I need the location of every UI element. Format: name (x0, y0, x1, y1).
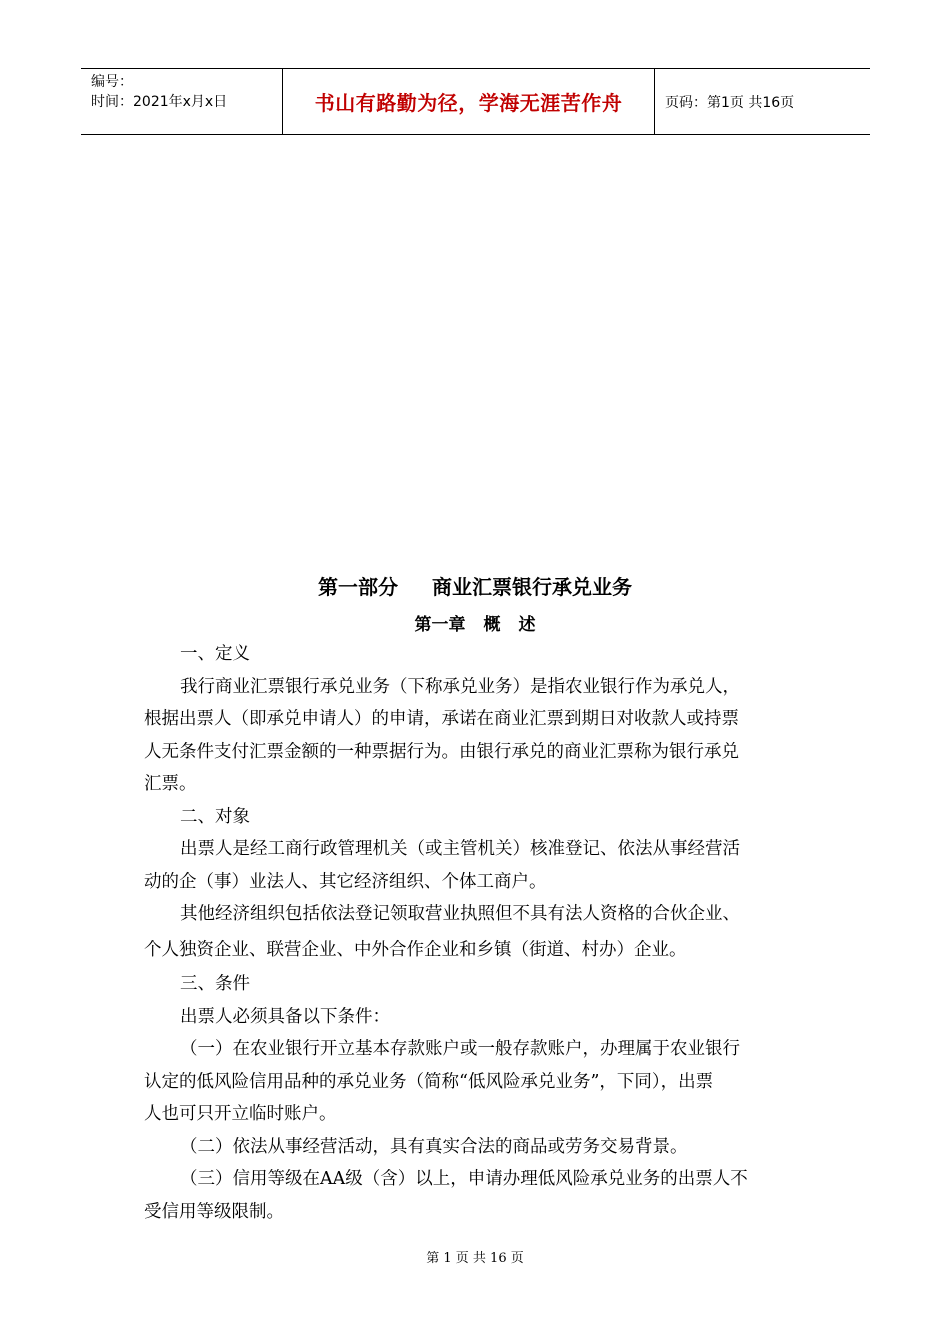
paragraph-line: 根据出票人（即承兑申请人）的申请，承诺在商业汇票到期日对收款人或持票 (144, 709, 739, 729)
part-heading: 商业汇票银行承兑业务 (432, 575, 632, 599)
paragraph-line: （二）依法从事经营活动，具有真实合法的商品或劳务交易背景。 (180, 1136, 688, 1157)
page-footer: 第 1 页 共 16 页 (426, 1251, 524, 1266)
paragraph-line: 汇票。 (144, 774, 197, 794)
number-label: 编号： (91, 74, 133, 90)
part-label: 第一部分 (318, 575, 398, 599)
paragraph-line: 我行商业汇票银行承兑业务（下称承兑业务）是指农业银行作为承兑人， (180, 676, 740, 697)
chapter-title (0, 610, 950, 635)
chapter-word-2: 述 (518, 615, 536, 635)
paragraph-line: 其他经济组织包括依法登记领取营业执照但不具有法人资格的合伙企业、 (180, 904, 740, 924)
header-info-cell (81, 69, 282, 134)
page-code: 页码：第1页 共16页 (665, 94, 795, 111)
chapter-word-1: 概 (483, 615, 501, 635)
paragraph-line: 人无条件支付汇票金额的一种票据行为。由银行承兑的商业汇票称为银行承兑 (144, 741, 739, 762)
paragraph-line: 认定的低风险信用品种的承兑业务（简称“低风险承兑业务”，下同），出票 (144, 1071, 714, 1092)
paragraph-line: 出票人是经工商行政管理机关（或主管机关）核准登记、依法从事经营活 (180, 839, 740, 859)
header-table (81, 68, 870, 135)
paragraph-line: 出票人必须具备以下条件： (180, 1006, 390, 1027)
part-title (0, 571, 950, 600)
paragraph-line: 个人独资企业、联营企业、中外合作企业和乡镇（街道、村办）企业。 (144, 939, 687, 960)
chapter-label: 第一章 (414, 615, 466, 635)
section-heading-object: 二、对象 (180, 806, 250, 827)
date-label: 时间：2021年x月x日 (91, 94, 228, 110)
motto-text: 书山有路勤为径，学海无涯苦作舟 (314, 91, 623, 115)
paragraph-line: 人也可只开立临时账户。 (144, 1104, 337, 1124)
body-text (144, 638, 808, 1228)
paragraph-line: 受信用等级限制。 (144, 1201, 284, 1222)
section-heading-conditions: 三、条件 (180, 974, 250, 994)
paragraph-line: （三）信用等级在AA级（含）以上，申请办理低风险承兑业务的出票人不 (180, 1169, 748, 1189)
paragraph-line: （一）在农业银行开立基本存款账户或一般存款账户，办理属于农业银行 (180, 1039, 740, 1059)
header-page-cell (655, 69, 870, 134)
paragraph-line: 动的企（事）业法人、其它经济组织、个体工商户。 (144, 871, 547, 892)
section-heading-definition: 一、定义 (180, 644, 250, 664)
header-motto-cell (282, 69, 655, 134)
